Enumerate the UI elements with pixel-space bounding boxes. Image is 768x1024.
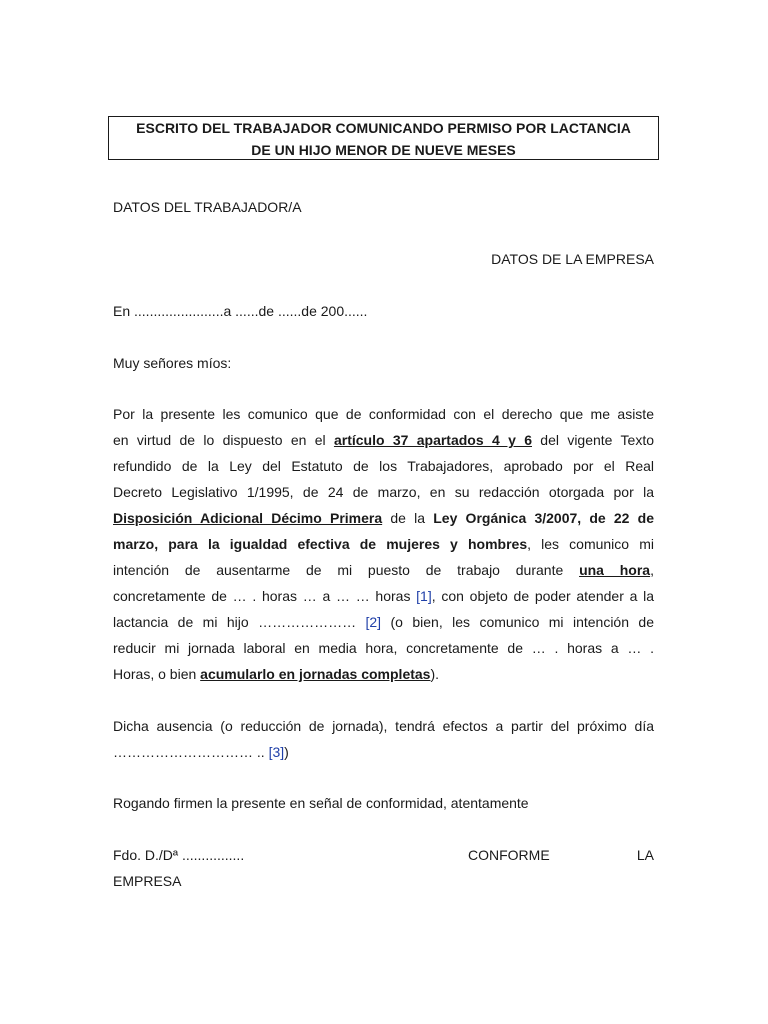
- closing-line: Rogando firmen la presente en señal de conformidad, atentamente: [113, 795, 529, 811]
- paragraph-line: Dicha ausencia (o reducción de jornada), tendrá efectos a partir del próximo día: [113, 718, 654, 734]
- accumulate-emphasis: acumularlo en jornadas completas: [200, 666, 431, 682]
- company-article: LA: [636, 847, 654, 863]
- company-signature-label: EMPRESA: [113, 873, 182, 889]
- footnote-ref-2[interactable]: [2]: [365, 614, 382, 630]
- paragraph-line: reducir mi jornada laboral en media hora, concretamente de … . horas a … .: [113, 640, 654, 656]
- title-line-1: ESCRITO DEL TRABAJADOR COMUNICANDO PERMISO POR LACTANCIA: [136, 120, 631, 136]
- paragraph-line: refundido de la Ley del Estatuto de los Trabajadores, aprobado por el Real: [113, 458, 654, 474]
- company-data-label: DATOS DE LA EMPRESA: [491, 251, 654, 267]
- paragraph-line: Por la presente les comunico que de conformidad con el derecho que me asiste: [113, 406, 654, 422]
- signature-row: [113, 846, 654, 864]
- article-reference: artículo 37 apartados 4 y 6: [333, 432, 532, 448]
- footnote-ref-3[interactable]: [3]: [268, 744, 285, 760]
- law-reference-cont: marzo, para la igualdad efectiva de mujeres y hombres: [113, 536, 528, 552]
- paragraph-line: marzo, para la igualdad efectiva de mujeres y hombres, les comunico mi: [113, 536, 654, 552]
- paragraph-line: lactancia de mi hijo ………………… [2] (o bien, les comunico mi intención de: [113, 614, 654, 630]
- place-date-line: En .......................a ......de ......de 200......: [113, 303, 368, 319]
- signature-field: Fdo. D./Dª ................: [113, 847, 245, 863]
- paragraph-line: ………………………… .. [3]): [113, 744, 289, 760]
- worker-data-label: DATOS DEL TRABAJADOR/A: [113, 199, 302, 215]
- disposition-reference: Disposición Adicional Décimo Primera: [113, 510, 383, 526]
- paragraph-line: Disposición Adicional Décimo Primera de la Ley Orgánica 3/2007, de 22 de: [113, 510, 655, 526]
- paragraph-line: Horas, o bien acumularlo en jornadas completas).: [113, 666, 440, 682]
- title-line-2: DE UN HIJO MENOR DE NUEVE MESES: [251, 142, 516, 158]
- paragraph-line: intención de ausentarme de mi puesto de trabajo durante una hora,: [113, 562, 654, 578]
- one-hour-emphasis: una hora: [579, 562, 651, 578]
- document-title-box: [108, 116, 659, 160]
- law-reference: Ley Orgánica 3/2007, de 22 de: [433, 510, 655, 526]
- paragraph-line: Decreto Legislativo 1/1995, de 24 de marzo, en su redacción otorgada por la: [113, 484, 654, 500]
- main-paragraph: [113, 401, 654, 687]
- footnote-ref-1[interactable]: [1]: [416, 588, 432, 604]
- agreement-label: CONFORME: [468, 847, 550, 863]
- paragraph-line: en virtud de lo dispuesto en el artículo 37 apartados 4 y 6 del vigente Texto: [113, 432, 654, 448]
- effect-paragraph: [113, 713, 654, 765]
- salutation: Muy señores míos:: [113, 355, 232, 371]
- paragraph-line: concretamente de … . horas … a … … horas [1], con objeto de poder atender a la: [113, 588, 654, 604]
